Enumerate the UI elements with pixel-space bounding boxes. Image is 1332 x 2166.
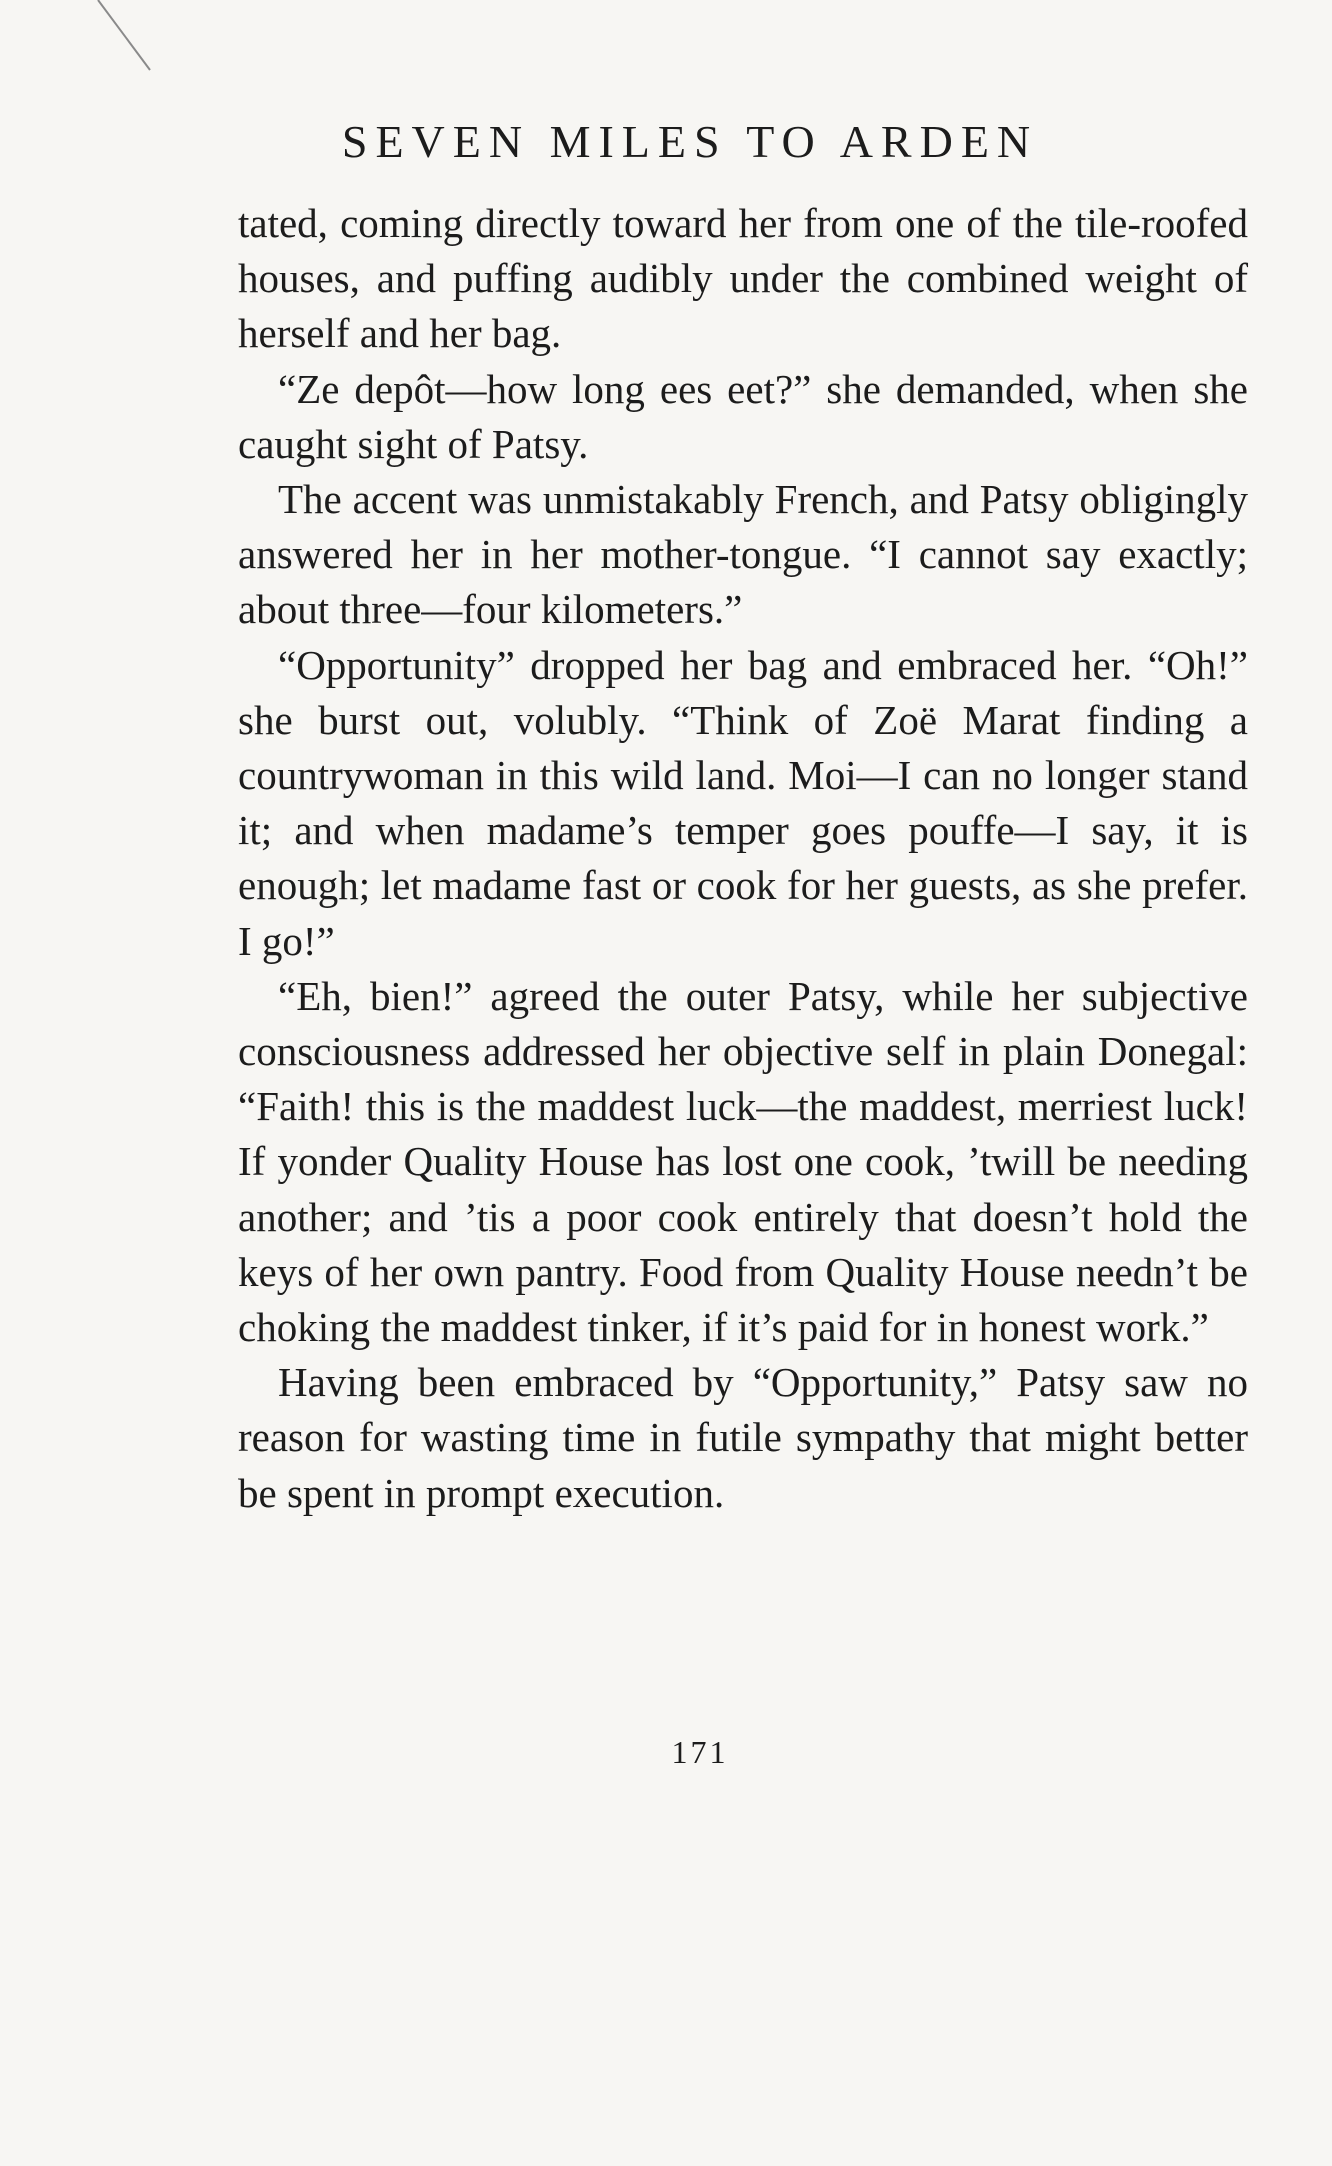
- running-head: SEVEN MILES TO ARDEN: [341, 116, 1039, 167]
- scan-artifact-line: [90, 0, 170, 80]
- paragraph-4: “Opportunity” dropped her bag and embraced her. “Oh!” she burst out, volubly. “Think of Zoë Marat finding a countrywoman in this wild land. Moi—I can no longer stand it; and when madame’s temper goes pouffe—I say, it is enough; let madame fast or cook for her guests, as she prefer. I go!”: [238, 641, 1248, 964]
- paragraph-6: Having been embraced by “Opportunity,” Patsy saw no reason for wasting time in futile sympathy that might better be spent in prompt execution.: [238, 1359, 1248, 1516]
- paragraph-3: The accent was unmistakably French, and Patsy obligingly answered her in her mother-tongue. “I cannot say exactly; about three—four kilometers.”: [238, 476, 1248, 633]
- body-text: [238, 196, 1248, 1521]
- paragraph-5: “Eh, bien!” agreed the outer Patsy, while her subjective consciousness addressed her objective self in plain Donegal: “Faith! this is the maddest luck—the maddest, merriest luck! If yonder Quality House has lost one cook, ’twill be needing another; and ’tis a poor cook entirely that doesn’t hold the keys of her own pantry. Food from Quality House needn’t be choking the maddest tinker, if it’s paid for in honest work.”: [238, 972, 1248, 1351]
- page-number: 171: [671, 1734, 729, 1770]
- paragraph-1: tated, coming directly toward her from one of the tile-roofed houses, and puffing audibly under the combined weight of herself and her bag.: [238, 200, 1248, 357]
- paragraph-2: “Ze depôt—how long ees eet?” she demanded, when she caught sight of Patsy.: [238, 365, 1248, 467]
